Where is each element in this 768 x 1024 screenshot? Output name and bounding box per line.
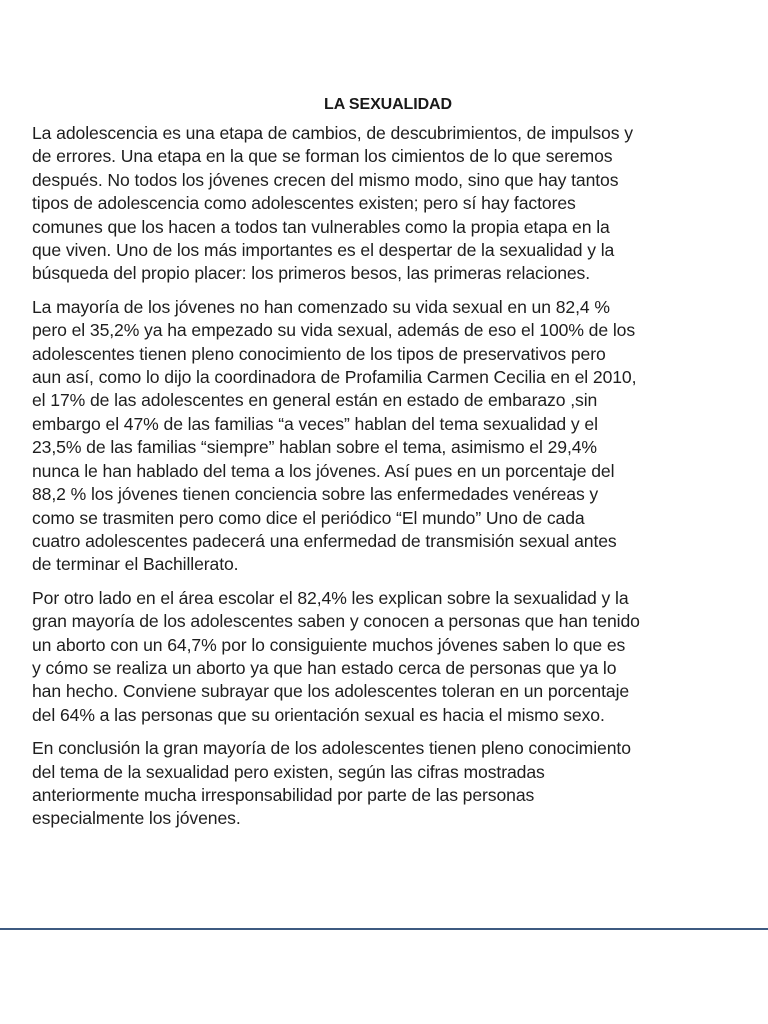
text-line: después. No todos los jóvenes crecen del mismo modo, sino que hay tantos [32, 169, 619, 190]
text-line: embargo el 47% de las familias “a veces” hablan del tema sexualidad y el [32, 413, 598, 434]
text-line: En conclusión la gran mayoría de los adolescentes tienen pleno conocimiento [32, 738, 631, 759]
text-line: búsqueda del propio placer: los primeros besos, las primeras relaciones. [32, 263, 591, 284]
text-line: Por otro lado en el área escolar el 82,4% les explican sobre la sexualidad y la [32, 587, 629, 608]
text-line: de errores. Una etapa en la que se forman los cimientos de lo que seremos [32, 146, 613, 167]
text-line: adolescentes tienen pleno conocimiento de los tipos de preservativos pero [32, 343, 606, 364]
text-line: el 17% de las adolescentes en general están en estado de embarazo ,sin [32, 390, 598, 411]
text-line: que viven. Uno de los más importantes es el despertar de la sexualidad y la [32, 240, 615, 261]
text-line: especialmente los jóvenes. [32, 808, 241, 829]
text-line: de terminar el Bachillerato. [32, 554, 239, 575]
text-line: nunca le han hablado del tema a los jóvenes. Así pues en un porcentaje del [32, 460, 615, 481]
document-body [32, 94, 744, 841]
text-line: pero el 35,2% ya ha empezado su vida sexual, además de eso el 100% de los [32, 320, 636, 341]
text-line: 88,2 % los jóvenes tienen conciencia sobre las enfermedades venéreas y [32, 484, 599, 505]
text-line: comunes que los hacen a todos tan vulnerables como la propia etapa en la [32, 216, 610, 237]
text-line: del 64% a las personas que su orientación sexual es hacia el mismo sexo. [32, 704, 605, 725]
paragraph-conclusion [32, 737, 744, 831]
text-line: aun así, como lo dijo la coordinadora de Profamilia Carmen Cecilia en el 2010, [32, 367, 637, 388]
paragraph-statistics [32, 296, 744, 577]
text-line: La adolescencia es una etapa de cambios, de descubrimientos, de impulsos y [32, 123, 633, 143]
paragraph-intro [32, 122, 744, 286]
text-line: cuatro adolescentes padecerá una enfermedad de transmisión sexual antes [32, 530, 617, 551]
text-line: del tema de la sexualidad pero existen, según las cifras mostradas [32, 761, 545, 782]
text-line: anteriormente mucha irresponsabilidad por parte de las personas [32, 784, 535, 805]
text-line: y cómo se realiza un aborto ya que han estado cerca de personas que ya lo [32, 657, 617, 678]
footer-divider [0, 928, 768, 930]
text-line: han hecho. Conviene subrayar que los adolescentes toleran en un porcentaje [32, 681, 630, 702]
text-line: 23,5% de las familias “siempre” hablan sobre el tema, asimismo el 29,4% [32, 437, 597, 458]
text-line: como se trasmiten pero como dice el periódico “El mundo” Uno de cada [32, 507, 585, 528]
text-line: La mayoría de los jóvenes no han comenzado su vida sexual en un 82,4 % [32, 296, 610, 317]
text-line: gran mayoría de los adolescentes saben y conocen a personas que han tenido [32, 611, 640, 632]
text-line: tipos de adolescencia como adolescentes existen; pero sí hay factores [32, 193, 576, 214]
document-title: LA SEXUALIDAD [324, 96, 452, 113]
paragraph-school [32, 587, 744, 727]
text-line: un aborto con un 64,7% por lo consiguiente muchos jóvenes saben lo que es [32, 634, 626, 655]
